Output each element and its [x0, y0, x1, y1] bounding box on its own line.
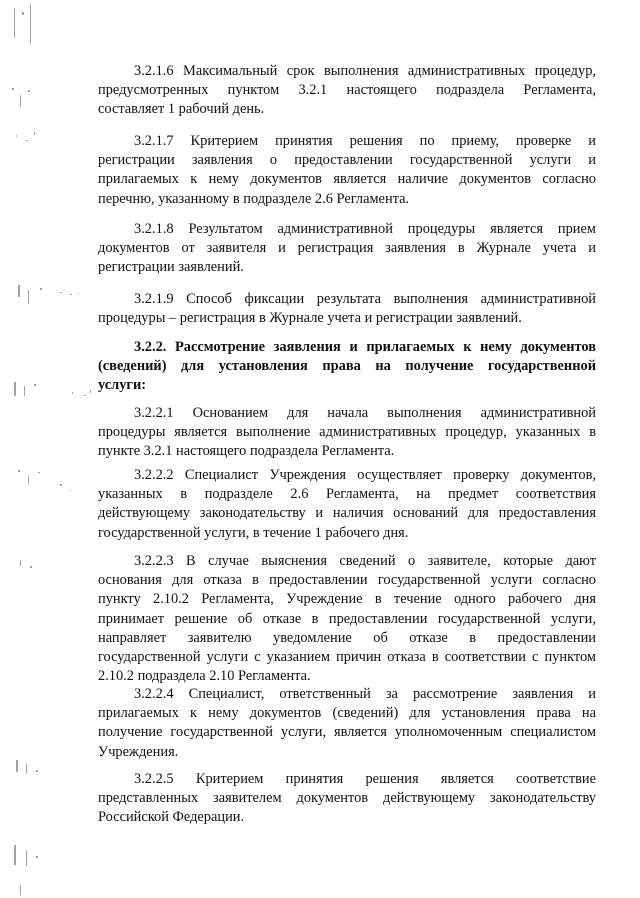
- line: представленных заявителем документов действующему законодательству: [98, 790, 596, 807]
- line: государственной услуги с указанием причин отказа в соответствии с пунктом: [98, 649, 596, 666]
- line: указанных в подразделе 2.6 Регламента, на предмет соответствия: [98, 486, 596, 503]
- paragraph-3-2-1-7: [98, 132, 596, 209]
- heading-line: 3.2.2. Рассмотрение заявления и прилагаемых к нему документов: [134, 339, 596, 355]
- paragraph-3-2-2-3: [98, 552, 596, 686]
- line: действующему законодательству и наличия оснований для предоставления: [98, 505, 596, 522]
- line: 3.2.2.1 Основанием для начала выполнения административной: [134, 405, 596, 421]
- line: направляет заявителю уведомление об отказе в предоставлении: [98, 629, 596, 646]
- paragraph-3-2-1-6: [98, 62, 596, 120]
- line: прилагаемых к нему документов (сведений) для установления права на: [98, 705, 596, 722]
- paragraph-3-2-2-5: [98, 770, 596, 828]
- paragraph-3-2-2-4: [98, 685, 596, 762]
- heading-line: услуги:: [98, 377, 147, 394]
- paragraph-3-2-2-1: [98, 404, 596, 462]
- line: 3.2.2.5 Критерием принятия решения является соответствие: [134, 771, 596, 787]
- line: принимает решение об отказе в предоставлении государственной услуги,: [98, 610, 596, 627]
- line: прилагаемых к нему документов является наличие документов согласно: [98, 171, 596, 188]
- paragraph-3-2-1-9: [98, 290, 596, 328]
- line: основания для отказа в предоставлении государственной услуги согласно: [98, 572, 596, 589]
- line: регистрации заявления о предоставлении государственной услуги и: [98, 152, 596, 169]
- line: документов от заявителя и регистрация заявления в Журнале учета и: [98, 240, 596, 257]
- line: государственной услуги, в течение 1 рабочего дня.: [98, 524, 409, 541]
- paragraph-3-2-2-2: [98, 466, 596, 543]
- line: 3.2.1.7 Критерием принятия решения по приему, проверке и: [134, 133, 596, 149]
- line: 2.10.2 подраздела 2.10 Регламента.: [98, 668, 311, 685]
- line: Учреждения.: [98, 743, 179, 760]
- line: 3.2.2.2 Специалист Учреждения осуществляет проверку документов,: [134, 467, 596, 483]
- line: процедуры является выполнение административных процедур, указанных в: [98, 424, 596, 441]
- line: составляет 1 рабочий день.: [98, 101, 265, 118]
- scan-margin-artifacts: [0, 0, 100, 898]
- line: процедуры – регистрация в Журнале учета и регистрации заявлений.: [98, 310, 522, 327]
- heading-line: (сведений) для установления права на получение государственной: [98, 358, 596, 375]
- line: получение государственной услуги, является уполномоченным специалистом: [98, 724, 596, 741]
- line: 3.2.2.3 В случае выяснения сведений о заявителе, которые дают: [134, 553, 596, 569]
- section-heading-3-2-2: [98, 338, 596, 396]
- line: 3.2.2.4 Специалист, ответственный за рассмотрение заявления и: [134, 686, 596, 702]
- paragraph-3-2-1-8: [98, 220, 596, 278]
- line: 3.2.1.8 Результатом административной процедуры является прием: [134, 221, 596, 237]
- line: Российской Федерации.: [98, 809, 245, 826]
- line: перечню, указанному в подразделе 2.6 Регламента.: [98, 190, 410, 207]
- line: пункту 2.10.2 Регламента, Учреждение в течение одного рабочего дня: [98, 591, 596, 608]
- line: 3.2.1.6 Максимальный срок выполнения административных процедур,: [134, 63, 596, 79]
- line: пункте 3.2.1 настоящего подраздела Регламента.: [98, 443, 395, 460]
- line: регистрации заявлений.: [98, 259, 244, 276]
- line: 3.2.1.9 Способ фиксации результата выполнения административной: [134, 291, 596, 307]
- line: предусмотренных пунктом 3.2.1 настоящего подраздела Регламента,: [98, 82, 596, 99]
